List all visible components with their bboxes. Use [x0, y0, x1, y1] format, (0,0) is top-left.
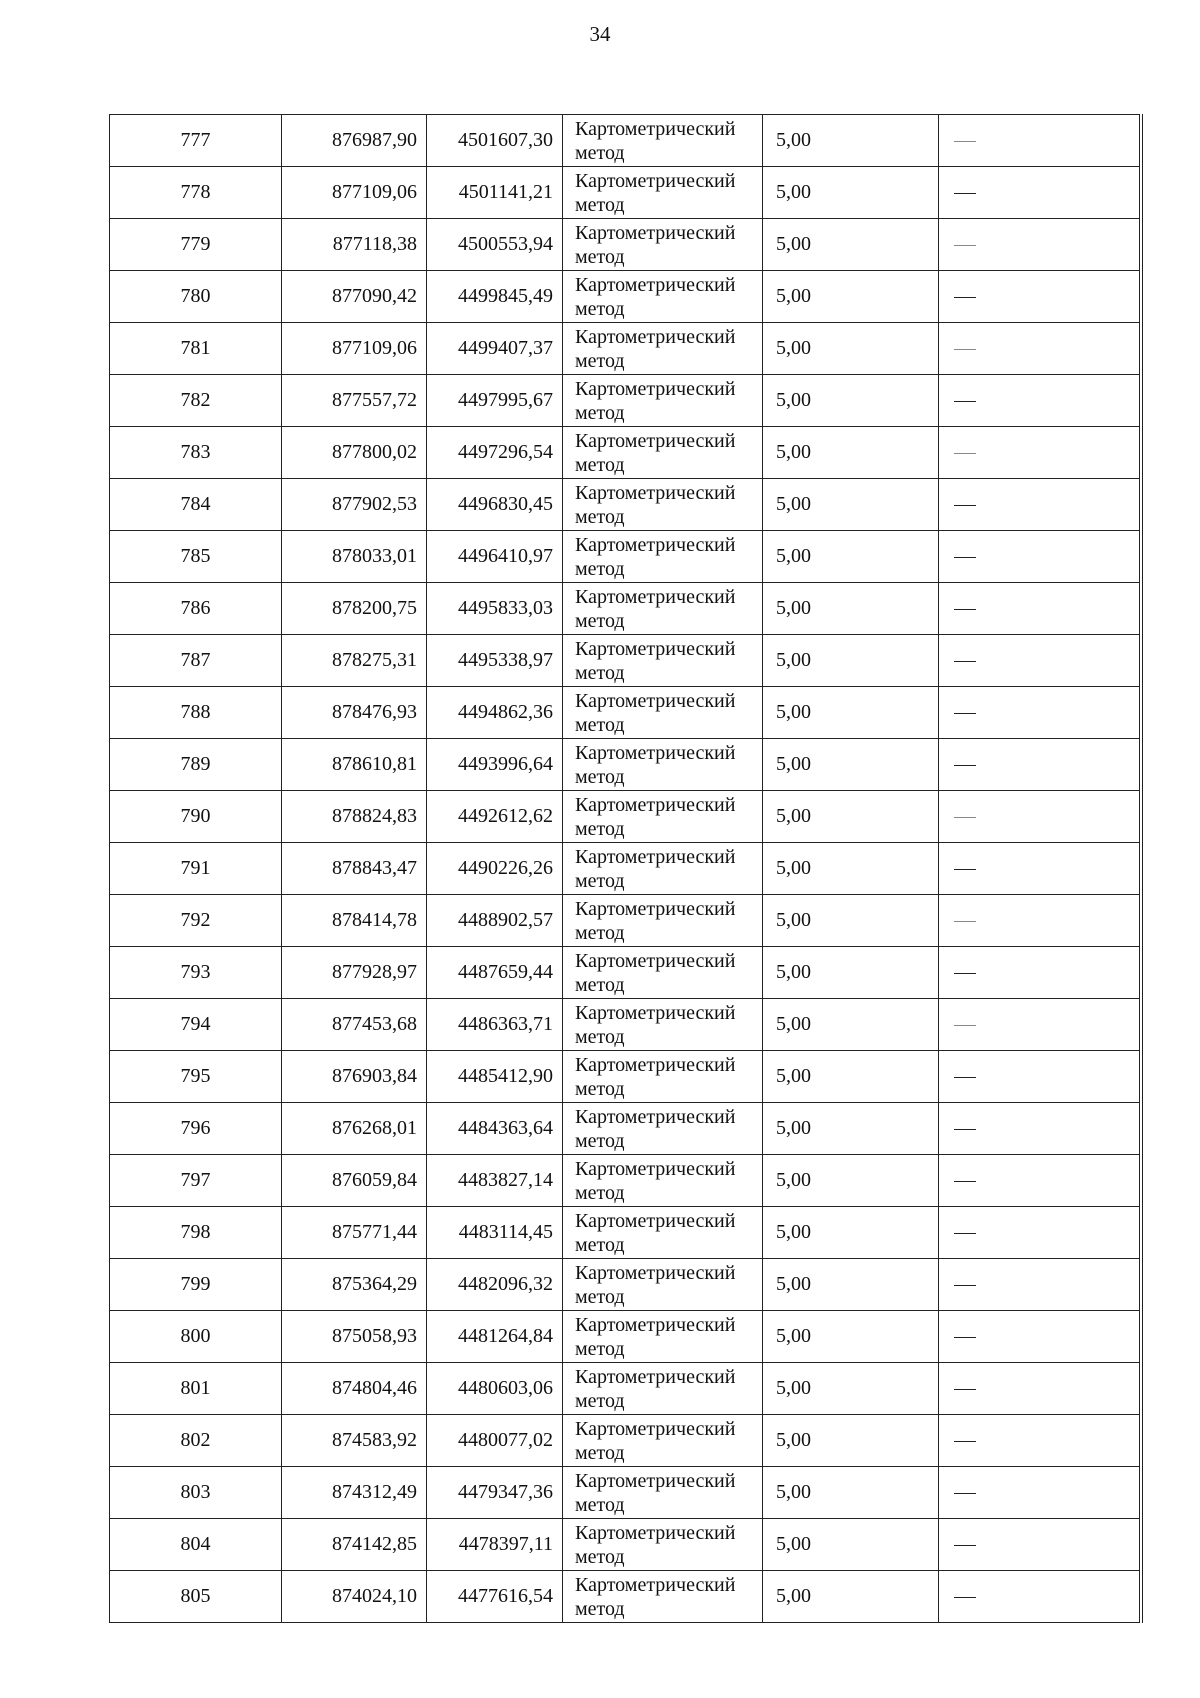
accuracy-cell: 5,00	[763, 1571, 939, 1623]
method-cell: Картометрический метод	[563, 1051, 763, 1103]
method-cell: Картометрический метод	[563, 271, 763, 323]
x-coordinate-cell: 877090,42	[282, 271, 427, 323]
x-coordinate-cell: 876987,90	[282, 115, 427, 167]
note-cell	[939, 375, 1140, 427]
dash-mark	[954, 401, 976, 402]
point-number-cell: 787	[110, 635, 282, 687]
y-coordinate-cell: 4477616,54	[427, 1571, 563, 1623]
table-row	[110, 1103, 1140, 1155]
accuracy-cell: 5,00	[763, 531, 939, 583]
point-number-cell: 790	[110, 791, 282, 843]
note-cell	[939, 1311, 1140, 1363]
x-coordinate-cell: 878476,93	[282, 687, 427, 739]
y-coordinate-cell: 4484363,64	[427, 1103, 563, 1155]
y-coordinate-cell: 4481264,84	[427, 1311, 563, 1363]
table-row	[110, 115, 1140, 167]
point-number-cell: 781	[110, 323, 282, 375]
page-number: 34	[589, 22, 611, 46]
point-number-cell: 795	[110, 1051, 282, 1103]
accuracy-cell: 5,00	[763, 843, 939, 895]
table-body	[110, 115, 1140, 1623]
accuracy-cell: 5,00	[763, 1519, 939, 1571]
y-coordinate-cell: 4496410,97	[427, 531, 563, 583]
dash-mark	[954, 453, 976, 454]
accuracy-cell: 5,00	[763, 115, 939, 167]
note-cell	[939, 219, 1140, 271]
x-coordinate-cell: 878414,78	[282, 895, 427, 947]
x-coordinate-cell: 878610,81	[282, 739, 427, 791]
point-number-cell: 799	[110, 1259, 282, 1311]
method-cell: Картометрический метод	[563, 895, 763, 947]
note-cell	[939, 1259, 1140, 1311]
accuracy-cell: 5,00	[763, 323, 939, 375]
point-number-cell: 786	[110, 583, 282, 635]
table-row	[110, 219, 1140, 271]
dash-mark	[954, 1025, 976, 1026]
x-coordinate-cell: 876903,84	[282, 1051, 427, 1103]
dash-mark	[954, 141, 976, 142]
x-coordinate-cell: 876268,01	[282, 1103, 427, 1155]
point-number-cell: 789	[110, 739, 282, 791]
table-row	[110, 1571, 1140, 1623]
note-cell	[939, 323, 1140, 375]
method-cell: Картометрический метод	[563, 739, 763, 791]
method-cell: Картометрический метод	[563, 1415, 763, 1467]
y-coordinate-cell: 4500553,94	[427, 219, 563, 271]
method-cell: Картометрический метод	[563, 375, 763, 427]
table-row	[110, 323, 1140, 375]
point-number-cell: 788	[110, 687, 282, 739]
x-coordinate-cell: 874312,49	[282, 1467, 427, 1519]
dash-mark	[954, 765, 976, 766]
y-coordinate-cell: 4496830,45	[427, 479, 563, 531]
y-coordinate-cell: 4494862,36	[427, 687, 563, 739]
point-number-cell: 798	[110, 1207, 282, 1259]
accuracy-cell: 5,00	[763, 739, 939, 791]
note-cell	[939, 1519, 1140, 1571]
note-cell	[939, 739, 1140, 791]
x-coordinate-cell: 878275,31	[282, 635, 427, 687]
note-cell	[939, 115, 1140, 167]
y-coordinate-cell: 4490226,26	[427, 843, 563, 895]
method-cell: Картометрический метод	[563, 687, 763, 739]
dash-mark	[954, 1077, 976, 1078]
y-coordinate-cell: 4480603,06	[427, 1363, 563, 1415]
y-coordinate-cell: 4486363,71	[427, 999, 563, 1051]
note-cell	[939, 427, 1140, 479]
point-number-cell: 805	[110, 1571, 282, 1623]
x-coordinate-cell: 874024,10	[282, 1571, 427, 1623]
point-number-cell: 791	[110, 843, 282, 895]
method-cell: Картометрический метод	[563, 1363, 763, 1415]
method-cell: Картометрический метод	[563, 843, 763, 895]
point-number-cell: 792	[110, 895, 282, 947]
table-row	[110, 479, 1140, 531]
accuracy-cell: 5,00	[763, 1311, 939, 1363]
x-coordinate-cell: 874583,92	[282, 1415, 427, 1467]
method-cell: Картометрический метод	[563, 1311, 763, 1363]
accuracy-cell: 5,00	[763, 219, 939, 271]
table-row	[110, 375, 1140, 427]
note-cell	[939, 687, 1140, 739]
table-row	[110, 1519, 1140, 1571]
table-row	[110, 999, 1140, 1051]
x-coordinate-cell: 877928,97	[282, 947, 427, 999]
point-number-cell: 802	[110, 1415, 282, 1467]
dash-mark	[954, 1285, 976, 1286]
note-cell	[939, 271, 1140, 323]
y-coordinate-cell: 4483114,45	[427, 1207, 563, 1259]
method-cell: Картометрический метод	[563, 1103, 763, 1155]
x-coordinate-cell: 877902,53	[282, 479, 427, 531]
dash-mark	[954, 609, 976, 610]
table-row	[110, 739, 1140, 791]
dash-mark	[954, 349, 976, 350]
dash-mark	[954, 505, 976, 506]
x-coordinate-cell: 878824,83	[282, 791, 427, 843]
dash-mark	[954, 1493, 976, 1494]
note-cell	[939, 947, 1140, 999]
note-cell	[939, 167, 1140, 219]
y-coordinate-cell: 4493996,64	[427, 739, 563, 791]
accuracy-cell: 5,00	[763, 271, 939, 323]
table-row	[110, 635, 1140, 687]
method-cell: Картометрический метод	[563, 167, 763, 219]
point-number-cell: 780	[110, 271, 282, 323]
accuracy-cell: 5,00	[763, 375, 939, 427]
y-coordinate-cell: 4485412,90	[427, 1051, 563, 1103]
accuracy-cell: 5,00	[763, 947, 939, 999]
x-coordinate-cell: 878843,47	[282, 843, 427, 895]
x-coordinate-cell: 874804,46	[282, 1363, 427, 1415]
accuracy-cell: 5,00	[763, 1155, 939, 1207]
point-number-cell: 800	[110, 1311, 282, 1363]
dash-mark	[954, 1129, 976, 1130]
method-cell: Картометрический метод	[563, 531, 763, 583]
y-coordinate-cell: 4495833,03	[427, 583, 563, 635]
y-coordinate-cell: 4501141,21	[427, 167, 563, 219]
accuracy-cell: 5,00	[763, 479, 939, 531]
table-row	[110, 1051, 1140, 1103]
x-coordinate-cell: 877800,02	[282, 427, 427, 479]
method-cell: Картометрический метод	[563, 219, 763, 271]
dash-mark	[954, 1545, 976, 1546]
point-number-cell: 796	[110, 1103, 282, 1155]
method-cell: Картометрический метод	[563, 635, 763, 687]
table-row	[110, 1363, 1140, 1415]
method-cell: Картометрический метод	[563, 427, 763, 479]
table-row	[110, 271, 1140, 323]
note-cell	[939, 1571, 1140, 1623]
accuracy-cell: 5,00	[763, 1259, 939, 1311]
accuracy-cell: 5,00	[763, 999, 939, 1051]
method-cell: Картометрический метод	[563, 1467, 763, 1519]
y-coordinate-cell: 4497995,67	[427, 375, 563, 427]
dash-mark	[954, 921, 976, 922]
note-cell	[939, 635, 1140, 687]
table-row	[110, 843, 1140, 895]
y-coordinate-cell: 4495338,97	[427, 635, 563, 687]
point-number-cell: 793	[110, 947, 282, 999]
dash-mark	[954, 297, 976, 298]
x-coordinate-cell: 874142,85	[282, 1519, 427, 1571]
accuracy-cell: 5,00	[763, 1415, 939, 1467]
table-row	[110, 1207, 1140, 1259]
point-number-cell: 783	[110, 427, 282, 479]
point-number-cell: 803	[110, 1467, 282, 1519]
note-cell	[939, 1155, 1140, 1207]
x-coordinate-cell: 877109,06	[282, 167, 427, 219]
note-cell	[939, 1103, 1140, 1155]
note-cell	[939, 1051, 1140, 1103]
method-cell: Картометрический метод	[563, 323, 763, 375]
dash-mark	[954, 1389, 976, 1390]
note-cell	[939, 791, 1140, 843]
table-row	[110, 791, 1140, 843]
y-coordinate-cell: 4479347,36	[427, 1467, 563, 1519]
table-row	[110, 1311, 1140, 1363]
dash-mark	[954, 245, 976, 246]
dash-mark	[954, 1233, 976, 1234]
method-cell: Картометрический метод	[563, 479, 763, 531]
point-number-cell: 777	[110, 115, 282, 167]
y-coordinate-cell: 4483827,14	[427, 1155, 563, 1207]
method-cell: Картометрический метод	[563, 1259, 763, 1311]
table-row	[110, 895, 1140, 947]
accuracy-cell: 5,00	[763, 1207, 939, 1259]
dash-mark	[954, 193, 976, 194]
coordinates-table	[109, 114, 1140, 1623]
note-cell	[939, 1207, 1140, 1259]
x-coordinate-cell: 878033,01	[282, 531, 427, 583]
accuracy-cell: 5,00	[763, 1363, 939, 1415]
accuracy-cell: 5,00	[763, 895, 939, 947]
y-coordinate-cell: 4487659,44	[427, 947, 563, 999]
accuracy-cell: 5,00	[763, 1051, 939, 1103]
dash-mark	[954, 869, 976, 870]
point-number-cell: 784	[110, 479, 282, 531]
note-cell	[939, 531, 1140, 583]
y-coordinate-cell: 4482096,32	[427, 1259, 563, 1311]
y-coordinate-cell: 4499407,37	[427, 323, 563, 375]
accuracy-cell: 5,00	[763, 1103, 939, 1155]
point-number-cell: 779	[110, 219, 282, 271]
table-row	[110, 687, 1140, 739]
dash-mark	[954, 557, 976, 558]
x-coordinate-cell: 877109,06	[282, 323, 427, 375]
note-cell	[939, 843, 1140, 895]
table-row	[110, 167, 1140, 219]
accuracy-cell: 5,00	[763, 791, 939, 843]
table-row	[110, 1155, 1140, 1207]
accuracy-cell: 5,00	[763, 167, 939, 219]
table-row	[110, 1415, 1140, 1467]
y-coordinate-cell: 4480077,02	[427, 1415, 563, 1467]
table-row	[110, 1259, 1140, 1311]
point-number-cell: 804	[110, 1519, 282, 1571]
x-coordinate-cell: 875058,93	[282, 1311, 427, 1363]
table-row	[110, 427, 1140, 479]
coordinates-table-wrapper	[109, 114, 1143, 1623]
note-cell	[939, 1467, 1140, 1519]
accuracy-cell: 5,00	[763, 1467, 939, 1519]
point-number-cell: 782	[110, 375, 282, 427]
method-cell: Картометрический метод	[563, 1571, 763, 1623]
dash-mark	[954, 1181, 976, 1182]
method-cell: Картометрический метод	[563, 791, 763, 843]
method-cell: Картометрический метод	[563, 947, 763, 999]
x-coordinate-cell: 878200,75	[282, 583, 427, 635]
table-row	[110, 947, 1140, 999]
point-number-cell: 794	[110, 999, 282, 1051]
y-coordinate-cell: 4501607,30	[427, 115, 563, 167]
x-coordinate-cell: 877118,38	[282, 219, 427, 271]
accuracy-cell: 5,00	[763, 427, 939, 479]
dash-mark	[954, 1597, 976, 1598]
method-cell: Картометрический метод	[563, 583, 763, 635]
x-coordinate-cell: 875364,29	[282, 1259, 427, 1311]
point-number-cell: 797	[110, 1155, 282, 1207]
accuracy-cell: 5,00	[763, 635, 939, 687]
dash-mark	[954, 713, 976, 714]
table-row	[110, 1467, 1140, 1519]
dash-mark	[954, 661, 976, 662]
dash-mark	[954, 1441, 976, 1442]
note-cell	[939, 895, 1140, 947]
method-cell: Картометрический метод	[563, 115, 763, 167]
method-cell: Картометрический метод	[563, 1155, 763, 1207]
x-coordinate-cell: 875771,44	[282, 1207, 427, 1259]
table-row	[110, 583, 1140, 635]
x-coordinate-cell: 877557,72	[282, 375, 427, 427]
method-cell: Картометрический метод	[563, 1207, 763, 1259]
point-number-cell: 785	[110, 531, 282, 583]
y-coordinate-cell: 4492612,62	[427, 791, 563, 843]
note-cell	[939, 1415, 1140, 1467]
accuracy-cell: 5,00	[763, 687, 939, 739]
point-number-cell: 778	[110, 167, 282, 219]
accuracy-cell: 5,00	[763, 583, 939, 635]
note-cell	[939, 583, 1140, 635]
note-cell	[939, 1363, 1140, 1415]
table-row	[110, 531, 1140, 583]
dash-mark	[954, 817, 976, 818]
dash-mark	[954, 1337, 976, 1338]
note-cell	[939, 479, 1140, 531]
method-cell: Картометрический метод	[563, 999, 763, 1051]
dash-mark	[954, 973, 976, 974]
note-cell	[939, 999, 1140, 1051]
y-coordinate-cell: 4499845,49	[427, 271, 563, 323]
y-coordinate-cell: 4488902,57	[427, 895, 563, 947]
method-cell: Картометрический метод	[563, 1519, 763, 1571]
y-coordinate-cell: 4478397,11	[427, 1519, 563, 1571]
y-coordinate-cell: 4497296,54	[427, 427, 563, 479]
x-coordinate-cell: 876059,84	[282, 1155, 427, 1207]
x-coordinate-cell: 877453,68	[282, 999, 427, 1051]
point-number-cell: 801	[110, 1363, 282, 1415]
